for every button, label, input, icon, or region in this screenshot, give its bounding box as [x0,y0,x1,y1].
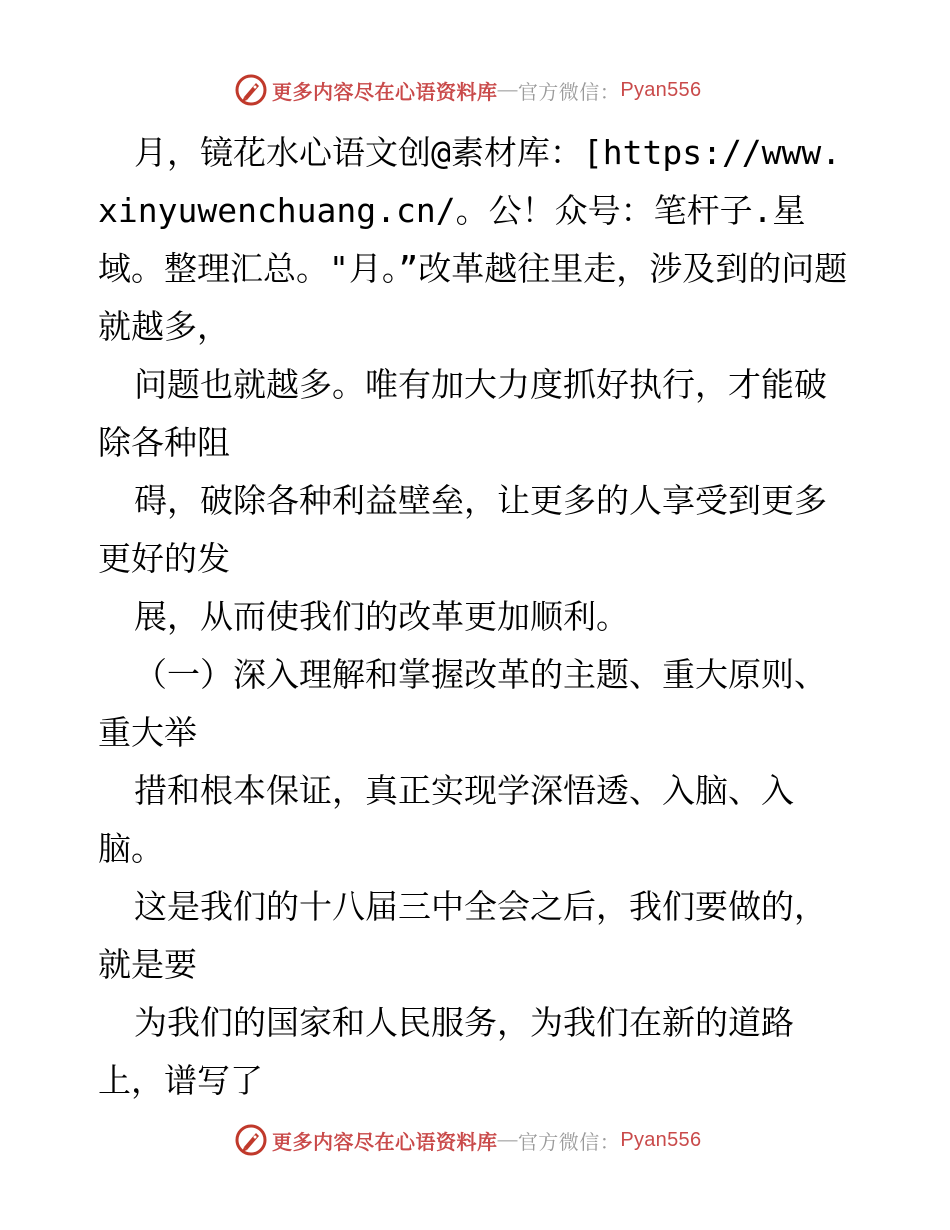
footer-banner [234,1122,701,1158]
paragraph-2: 问题也就越多。唯有加大力度抓好执行，才能破除各种阻 [98,365,827,462]
banner-dash: — [497,78,518,101]
banner-dash: — [497,1128,518,1151]
banner-wechat-id: Pyan556 [620,1128,702,1151]
paragraph-8: 为我们的国家和人民服务，为我们在新的道路上，谱写了 [98,1003,794,1100]
paragraph-1: 月，镜花水心语文创@素材库：[https://www.xinyuwenchuang.cn/。公！众号：笔杆子.星域。整理汇总。"月。”改革越往里走，涉及到的问题就越多， [98,133,848,346]
paragraph-5: （一）深入理解和掌握改革的主题、重大原则、重大举 [98,655,827,752]
paragraph-7: 这是我们的十八届三中全会之后，我们要做的，就是要 [98,887,827,984]
banner-wechat-label: 官方微信： [517,79,621,104]
banner-wechat-label: 官方微信： [517,1129,621,1154]
paragraph-6: 措和根本保证，真正实现学深悟透、入脑、入脑。 [98,771,794,868]
pen-nib-logo-icon [234,1123,268,1157]
header-banner [234,72,701,108]
banner-slogan: 更多内容尽在心语资料库 [272,79,498,104]
paragraph-4: 展，从而使我们的改革更加顺利。 [134,597,629,636]
document-body [98,124,858,1110]
pen-nib-logo-icon [234,73,268,107]
banner-slogan: 更多内容尽在心语资料库 [272,1129,498,1154]
banner-wechat-id: Pyan556 [620,78,702,101]
paragraph-3: 碍，破除各种利益壁垒，让更多的人享受到更多更好的发 [98,481,827,578]
